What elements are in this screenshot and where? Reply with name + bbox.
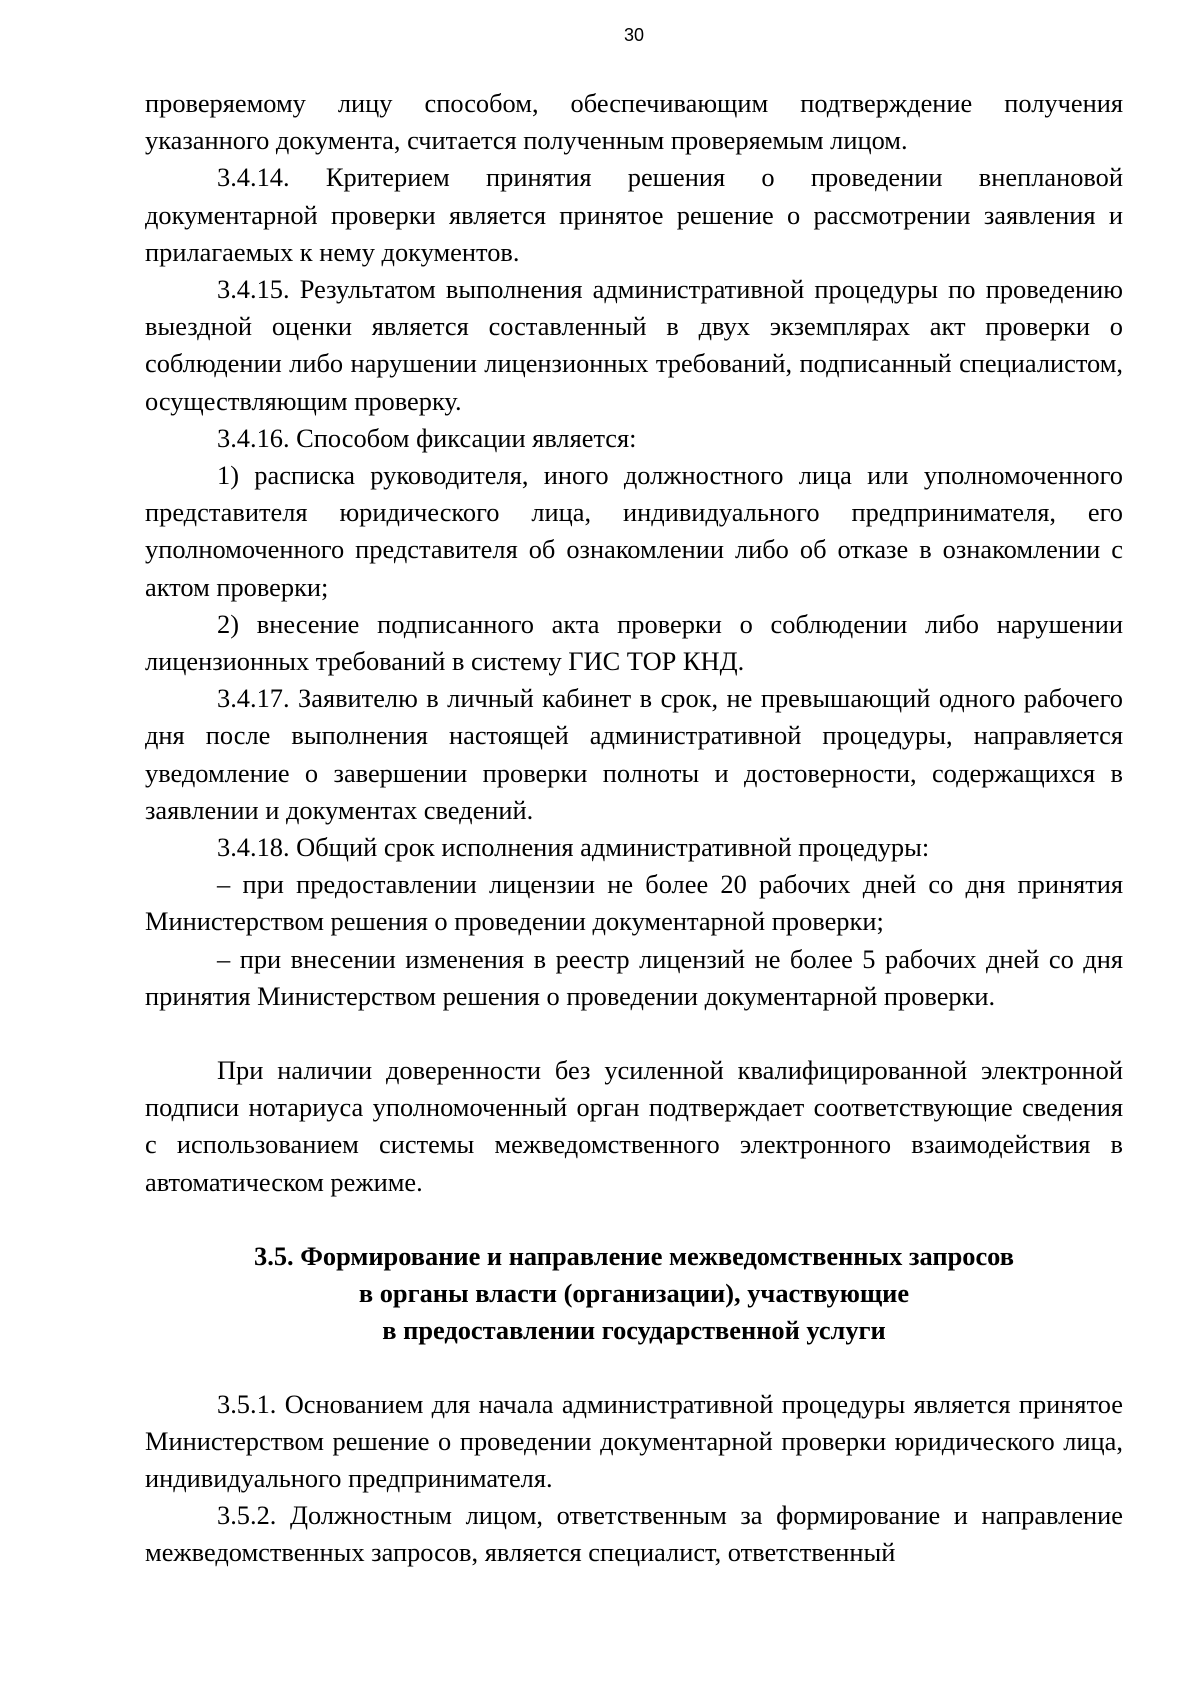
heading-line: в предоставлении государственной услуги [382,1315,886,1346]
paragraph-3-5-2: 3.5.2. Должностным лицом, ответственным за формирование и направление межведомственных запросов, является специалист, ответственный [145,1500,1123,1568]
paragraph-3-4-18: 3.4.18. Общий срок исполнения административной процедуры: [217,832,930,863]
paragraph-3-5-1: 3.5.1. Основанием для начала административной процедуры является принятое Министерством решение о проведении документарной проверки юридического лица, индивидуального предпринимателя. [145,1388,1123,1493]
paragraph-3-4-17: 3.4.17. Заявителю в личный кабинет в срок, не превышающий одного рабочего дня после выполнения настоящей административной процедуры, направляется уведомление о завершении проверки полноты и достоверности, содержащихся в заявлении и документах сведений. [145,683,1123,825]
list-item-receipt: 1) расписка руководителя, иного должностного лица или уполномоченного представителя юридического лица, индивидуального предпринимателя, его уполномоченного представителя об ознакомлении либо об отказе в ознакомлении с актом проверки; [145,460,1123,602]
list-item-entry: 2) внесение подписанного акта проверки о соблюдении либо нарушении лицензионных требований в систему ГИС ТОР КНД. [145,608,1123,677]
spacer [145,1015,1123,1052]
spacer [145,1350,1123,1386]
note-paragraph: При наличии доверенности без усиленной квалифицированной электронной подписи нотариуса уполномоченный орган подтверждает соответствующие сведения с использованием системы межведомственного электронного взаимодействия в автоматическом режиме. [145,1055,1123,1197]
dash-item-registry: – при внесении изменения в реестр лицензий не более 5 рабочих дней со дня принятия Министерством решения о проведении документарной проверки. [145,943,1123,1011]
spacer [145,1201,1123,1238]
page-number: 30 [623,25,645,45]
paragraph-3-4-14: 3.4.14. Критерием принятия решения о проведении внеплановой документарной проверки является принятое решение о рассмотрении заявления и прилагаемых к нему документов. [145,162,1123,267]
section-heading [145,1238,1123,1350]
paragraph-3-4-16: 3.4.16. Способом фиксации является: [217,422,637,453]
dash-item-license: – при предоставлении лицензии не более 20 рабочих дней со дня принятия Министерством решения о проведении документарной проверки; [145,869,1123,937]
document-body [145,85,1123,1572]
heading-line: 3.5. Формирование и направление межведомственных запросов [254,1240,1014,1271]
paragraph-continuation: проверяемому лицу способом, обеспечивающим подтверждение получения указанного документа, считается полученным проверяемым лицом. [145,88,1123,156]
heading-line: в органы власти (организации), участвующие [358,1278,910,1309]
paragraph-3-4-15: 3.4.15. Результатом выполнения административной процедуры по проведению выездной оценки является составленный в двух экземплярах акт проверки о соблюдении либо нарушении лицензионных требований, подписанный специалистом, осуществляющим проверку. [145,274,1123,416]
